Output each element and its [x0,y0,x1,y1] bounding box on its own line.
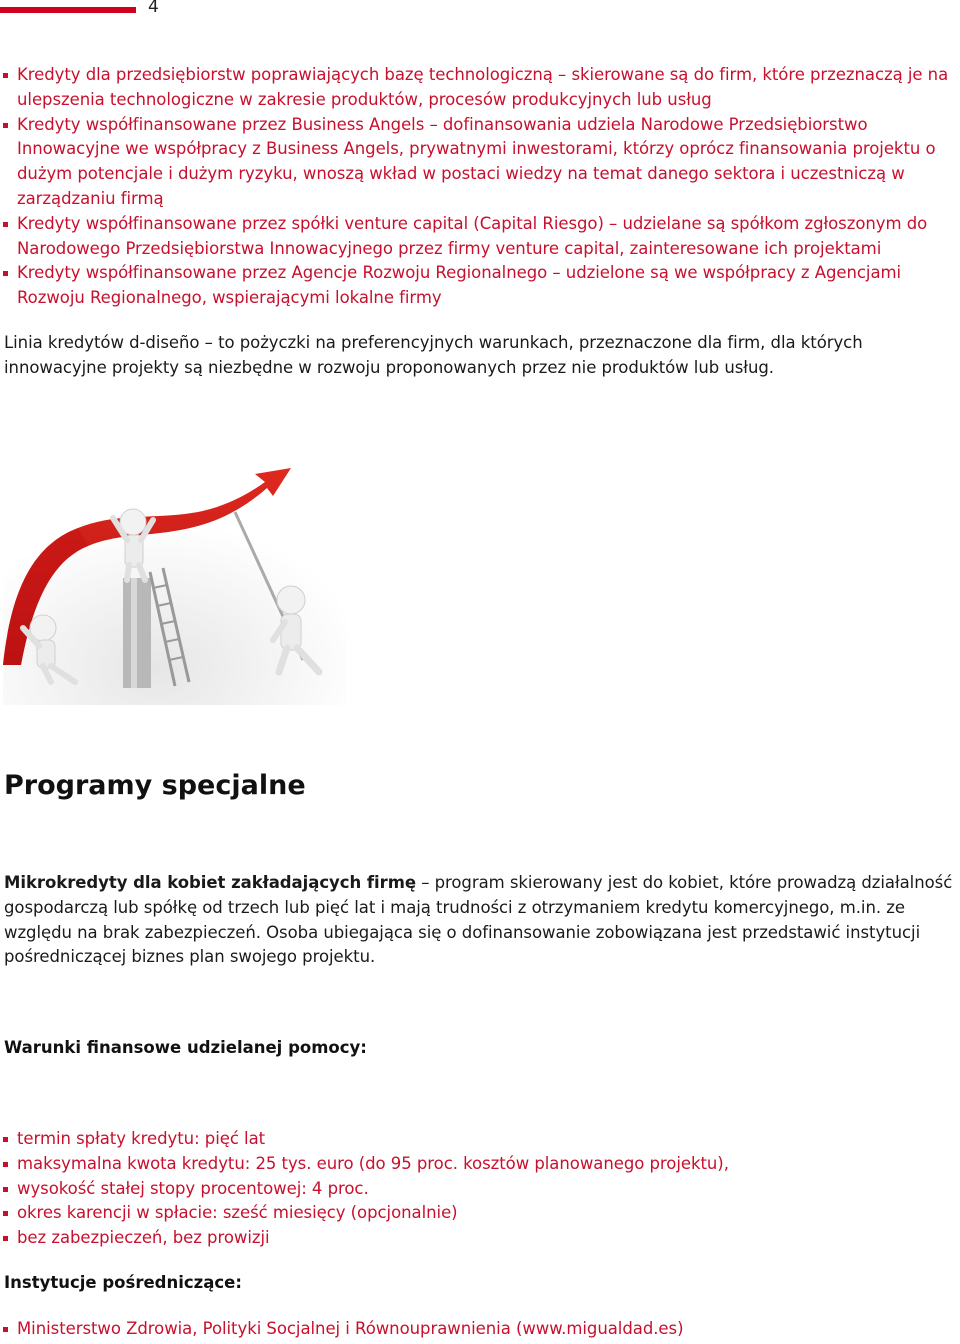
ddiseno-paragraph: Linia kredytów d-diseño – to pożyczki na preferencyjnych warunkach, przeznaczone dla firm, dla których innowacyjne projekty są niezbędne w rozwoju proponowanych przez nie produktów lub usług. [4,333,863,377]
conditions-list [0,1127,958,1251]
list-item: Kredyty współfinansowane przez spółki venture capital (Capital Riesgo) – udzielane są spółkom zgłoszonym do Narodowego Przedsiębiorstwa Innowacyjnego przez firmy venture capital, zainteresowane ich projektami [0,212,958,262]
credit-types-list [0,63,958,311]
microcredit-text: – program skierowany jest do kobiet, które prowadzą działalność gospodarczą lub spółkę od trzech lub pięć lat i mają trudności z otrzymaniem kredytu komercyjnego, m.in. ze względu na brak zabezpieczeń. Osoba ubiegająca się o dofinansowanie zobowiązana jest przedstawić instytucji pośredniczącej biznes plan swojego projektu. [4,873,953,967]
list-item: bez zabezpieczeń, bez prowizji [0,1226,958,1251]
growth-arrow-figures-illustration [3,460,347,705]
list-item: maksymalna kwota kredytu: 25 tys. euro (do 95 proc. kosztów planowanego projektu), [0,1152,958,1177]
microcredit-title: Mikrokredyty dla kobiet zakładających firmę [4,873,416,892]
institutions-list [0,1317,958,1342]
list-item: Kredyty dla przedsiębiorstw poprawiających bazę technologiczną – skierowane są do firm, które przeznaczą je na ulepszenia technologiczne w zakresie produktów, procesów produkcyjnych lub usług [0,63,958,113]
list-item: Ministerstwo Zdrowia, Polityki Socjalnej i Równouprawnienia (www.migualdad.es) [0,1317,958,1342]
list-item: termin spłaty kredytu: pięć lat [0,1127,958,1152]
header-accent-bar [0,7,136,13]
institutions-heading: Instytucje pośredniczące: [4,1273,242,1292]
list-item: wysokość stałej stopy procentowej: 4 proc. [0,1177,958,1202]
microcredit-paragraph [4,871,958,970]
page-number: 4 [148,0,159,17]
section-heading: Programy specjalne [4,770,306,801]
list-item: Kredyty współfinansowane przez Agencje Rozwoju Regionalnego – udzielone są we współpracy z Agencjami Rozwoju Regionalnego, wspierającymi lokalne firmy [0,261,958,311]
list-item: Kredyty współfinansowane przez Business Angels – dofinansowania udziela Narodowe Przedsiębiorstwo Innowacyjne we współpracy z Business Angels, prywatnymi inwestorami, którzy oprócz finansowania projektu o dużym potencjale i dużym ryzyku, wnoszą wkład w postaci wiedzy na temat danego sektora i uczestniczą w zarządzaniu firmą [0,113,958,212]
conditions-heading: Warunki finansowe udzielanej pomocy: [4,1038,367,1057]
list-item: okres karencji w spłacie: sześć miesięcy (opcjonalnie) [0,1201,958,1226]
